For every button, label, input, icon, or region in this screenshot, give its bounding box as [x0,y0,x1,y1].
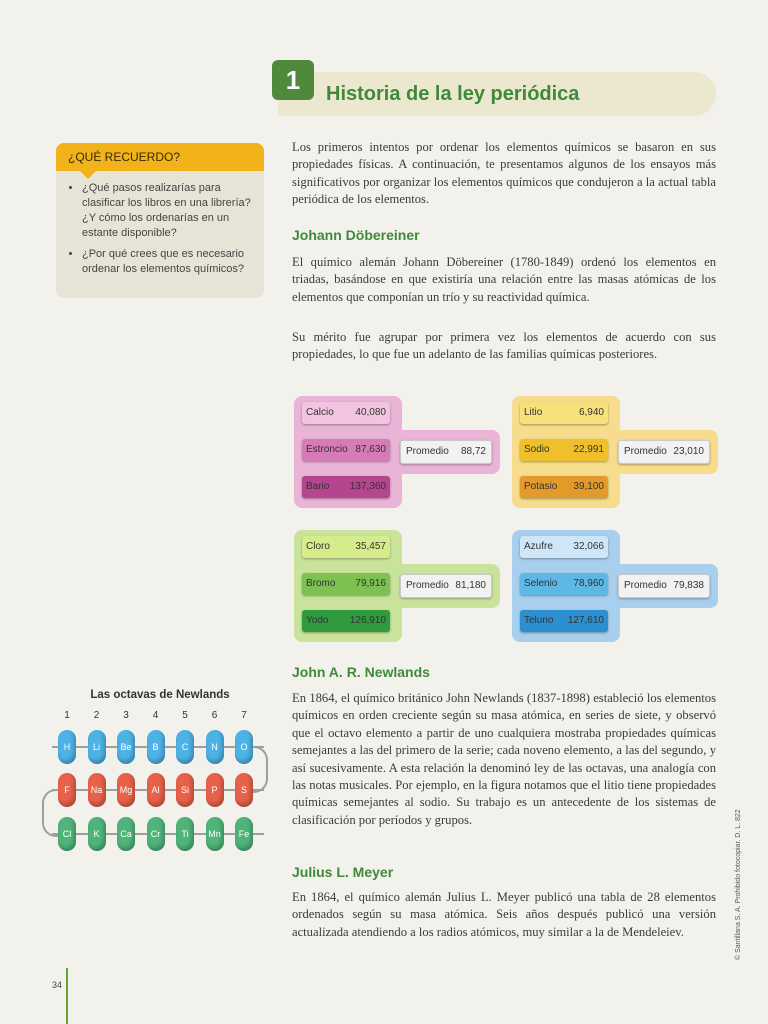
element-name: Cloro [306,541,330,552]
element-name: Yodo [306,615,329,626]
octave-element: Na [88,773,106,807]
element-name: Bario [306,481,330,492]
octave-element: B [147,730,165,764]
octave-connector-loop [252,746,268,793]
average-label: Promedio [624,580,667,591]
triad-element [302,573,390,595]
recall-item: • ¿Qué pasos realizarías para clasificar los libros en una librería? ¿Y cómo los ordenarías en un estante disponible? [82,181,254,241]
average-value: 79,838 [673,580,704,591]
element-mass: 35,457 [355,541,386,552]
octave-column-number: 6 [211,710,218,721]
dobereiner-paragraph-2: Su mérito fue agrupar por primera vez los elementos de acuerdo con sus propiedades, lo que fue un adelanto de las familias químicas posteriores. [292,330,716,362]
triad-average [618,440,710,464]
octave-element: Cr [147,817,165,851]
average-label: Promedio [406,580,449,591]
recall-list [56,181,264,277]
octave-element: Cl [58,817,76,851]
triad-element [302,536,390,558]
intro-paragraph: Los primeros intentos por ordenar los elementos químicos se basaron en sus propiedades físicas. A continuación, te presentamos algunos de los ensayos más significativos por organizar los elementos químicos que condujeron a la actual tabla periódica de los elementos. [292,140,716,207]
triad-element [302,439,390,461]
average-value: 23,010 [673,446,704,457]
element-mass: 22,991 [573,444,604,455]
octave-column-number: 7 [241,710,247,721]
page-number: 34 [52,980,63,990]
octave-element: Al [147,773,165,807]
element-mass: 126,910 [349,615,386,626]
octave-column-number: 2 [93,710,100,721]
octave-element: K [88,817,106,851]
recall-box [56,143,264,298]
dobereiner-paragraph-1: El químico alemán Johann Döbereiner (1780-1849) ordenó los elementos en triadas, basándose en que existiría una relación entre las masas atómicas de los elementos que componían un trío y su reactividad química. [292,255,716,304]
octave-column-number: 1 [64,710,70,721]
triad-element [520,402,608,424]
section-title: Historia de la ley periódica [326,83,580,105]
triad-element [302,476,390,498]
triad-chlorine [294,530,500,642]
meyer-heading: Julius L. Meyer [292,864,394,880]
triad-element [520,610,608,632]
newlands-heading: John A. R. Newlands [292,664,430,680]
element-mass: 39,100 [573,481,604,492]
element-name: Calcio [306,407,334,418]
element-name: Potasio [524,481,558,492]
element-mass: 79,916 [355,578,386,589]
octave-element: Ca [117,817,135,851]
octaves-figure-title: Las octavas de Newlands [90,689,230,701]
average-value: 81,180 [455,580,486,591]
octave-element: Be [117,730,135,764]
average-value: 88,72 [460,446,486,457]
element-mass: 32,066 [573,541,604,552]
octave-element: N [206,730,224,764]
octave-element: Ti [176,817,194,851]
element-mass: 87,630 [355,444,386,455]
average-label: Promedio [624,446,667,457]
octave-element: Fe [235,817,253,851]
element-mass: 40,080 [355,407,386,418]
octave-element: Mg [117,773,135,807]
element-mass: 137,360 [349,481,386,492]
element-mass: 6,940 [578,407,604,418]
triad-average [400,574,492,598]
average-label: Promedio [406,446,449,457]
triad-element [520,439,608,461]
element-name: Telurio [524,615,554,626]
octave-element: F [58,773,76,807]
triad-calcium [294,396,500,508]
octave-element: C [176,730,194,764]
section-number: 1 [272,60,314,100]
octave-element: P [206,773,224,807]
element-name: Sodio [524,444,550,455]
element-mass: 127,610 [567,615,604,626]
octave-element: S [235,773,253,807]
meyer-paragraph: En 1864, el químico alemán Julius L. Meyer publicó una tabla de 28 elementos ordenados según su masa atómica. Seis años después publicó una versión actualizada atendiendo a los radios atómicos, muy similar a la de Mendeleiev. [292,890,716,939]
octave-column-number: 4 [152,710,159,721]
triad-sulfur [512,530,718,642]
triad-element [302,402,390,424]
element-mass: 78,960 [573,578,604,589]
triad-element [520,573,608,595]
octave-connector-loop [42,789,58,837]
recall-item: • ¿Por qué crees que es necesario ordenar los elementos químicos? [82,247,254,277]
octave-element: H [58,730,76,764]
element-name: Azufre [524,541,553,552]
triad-element [302,610,390,632]
octave-column-number: 5 [182,710,188,721]
octave-element: Si [176,773,194,807]
dobereiner-heading: Johann Döbereiner [292,227,420,243]
newlands-paragraph: En 1864, el químico británico John Newlands (1837-1898) estableció los elementos químicos en orden creciente según su masa atómica, en series de siete, y observó que el octavo elemento a partir de uno cualquiera mostraba propiedades químicas semejantes a las del primero de la serie; cada noveno elemento, a las del segundo, y así sucesivamente. A esta relación la denominó ley de las octavas, una analogía con las notas musicales. Por ejemplo, en la figura notamos que el litio tiene propiedades químicas semejantes al sodio. Su trabajo es un antecedente de los sistemas de clasificación por períodos y grupos. [292,691,716,827]
triad-lithium [512,396,718,508]
octave-column-number: 3 [123,710,129,721]
triad-average [618,574,710,598]
element-name: Bromo [306,578,336,589]
element-name: Litio [524,407,543,418]
octave-element: Mn [206,817,224,851]
octave-element: O [235,730,253,764]
recall-title: ¿QUÉ RECUERDO? [56,143,264,171]
page-rule [66,968,68,1024]
copyright-note: © Santillana S. A. Prohibido fotocopiar. D. L. 822 [735,809,742,960]
element-name: Selenio [524,578,558,589]
triad-average [400,440,492,464]
element-name: Estroncio [306,444,348,455]
octave-element: Li [88,730,106,764]
triad-element [520,536,608,558]
triad-element [520,476,608,498]
